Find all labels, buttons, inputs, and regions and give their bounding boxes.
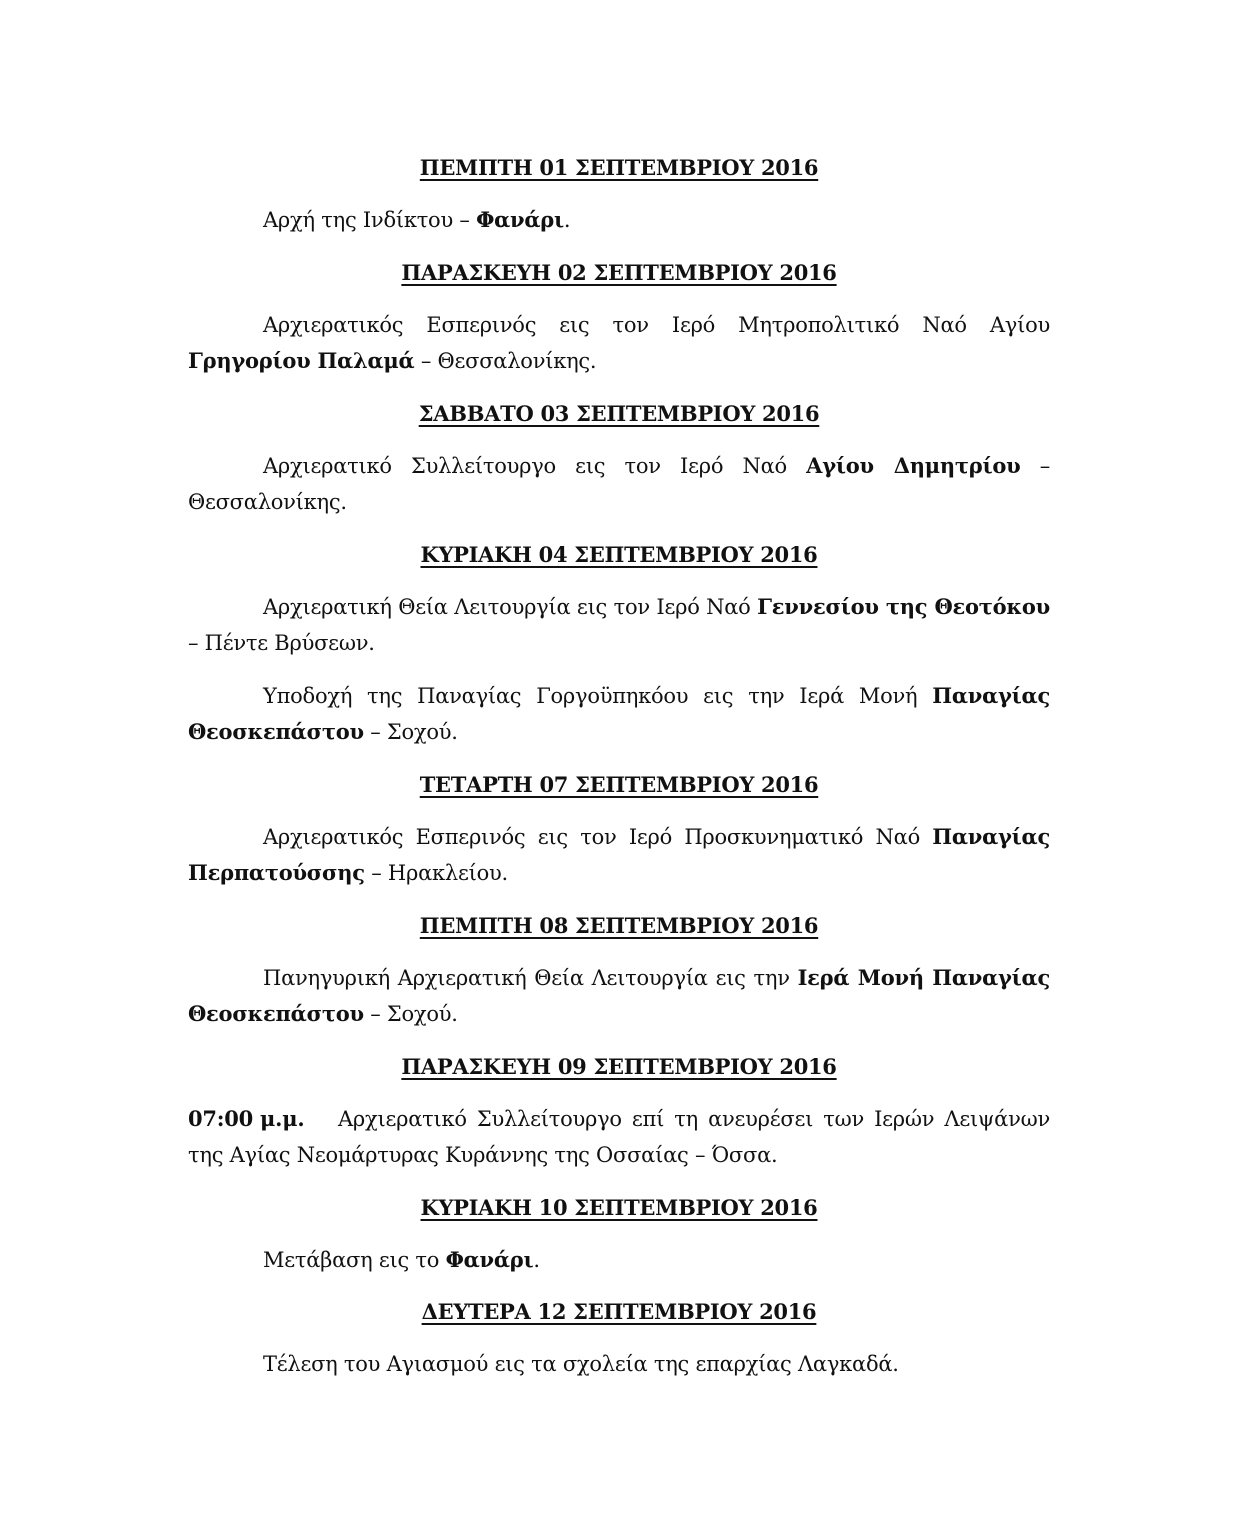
entry-text: Υποδοχή της Παναγίας Γοργοϋπηκόου εις την Ιερά Μονή bbox=[263, 683, 933, 708]
day-heading: ΚΥΡΙΑΚΗ 04 ΣΕΠΤΕΜΒΡΙΟΥ 2016 bbox=[420, 541, 818, 567]
day-section bbox=[188, 1049, 1050, 1174]
entry-text: – Πέντε Βρύσεων. bbox=[188, 631, 375, 655]
schedule-entry bbox=[188, 819, 1050, 892]
day-heading: ΠΑΡΑΣΚΕΥΗ 09 ΣΕΠΤΕΜΒΡΙΟΥ 2016 bbox=[401, 1053, 837, 1079]
day-section bbox=[188, 1294, 1050, 1383]
day-section bbox=[188, 150, 1050, 239]
entry-text: – Σοχού. bbox=[363, 1002, 458, 1026]
entry-text: Αρχιερατικό Συλλείτουργο επί τη ανευρέσει των Ιερών Λειψάνων της Αγίας Νεομάρτυρας Κυράννης της Οσσαίας – Όσσα. bbox=[188, 1106, 1050, 1167]
day-section bbox=[188, 908, 1050, 1033]
entry-text: Αρχή της Ινδίκτου – bbox=[263, 208, 477, 232]
entry-text: Αρχιερατικός Εσπερινός εις τον Ιερό Προσκυνηματικό Ναό bbox=[263, 824, 933, 849]
entry-text: Αρχιερατικός Εσπερινός εις τον Ιερό Μητροπολιτικό Ναό Αγίου bbox=[263, 312, 1050, 337]
entry-text: Αρχιερατικό Συλλείτουργο εις τον Ιερό Ναό bbox=[263, 453, 807, 478]
entry-time: 07:00 μ.μ. bbox=[188, 1105, 305, 1131]
schedule-entry bbox=[188, 307, 1050, 380]
day-section bbox=[188, 767, 1050, 892]
entry-text: Πανηγυρική Αρχιερατική Θεία Λειτουργία εις την bbox=[263, 965, 798, 990]
schedule-entry bbox=[188, 1101, 1050, 1174]
day-section bbox=[188, 537, 1050, 751]
day-heading: ΔΕΥΤΕΡΑ 12 ΣΕΠΤΕΜΒΡΙΟΥ 2016 bbox=[421, 1299, 817, 1324]
entry-text: – Θεσσαλονίκης. bbox=[188, 453, 1050, 514]
entry-text: – Ηρακλείου. bbox=[364, 861, 508, 885]
entry-text: . bbox=[563, 208, 571, 232]
day-heading: ΤΕΤΑΡΤΗ 07 ΣΕΠΤΕΜΒΡΙΟΥ 2016 bbox=[419, 771, 819, 797]
schedule-entry bbox=[188, 1242, 1050, 1279]
schedule-entry bbox=[188, 589, 1050, 662]
day-heading: ΠΕΜΠΤΗ 08 ΣΕΠΤΕΜΒΡΙΟΥ 2016 bbox=[419, 912, 819, 938]
entry-text: – Σοχού. bbox=[363, 720, 458, 744]
day-heading: ΠΕΜΠΤΗ 01 ΣΕΠΤΕΜΒΡΙΟΥ 2016 bbox=[419, 155, 819, 180]
entry-text: – Θεσσαλονίκης. bbox=[414, 349, 597, 373]
entry-place: Ιερά Μονή Παναγίας Θεοσκεπάστου bbox=[188, 964, 1051, 1026]
entry-text: Αρχιερατική Θεία Λειτουργία εις τον Ιερό Ναό bbox=[263, 594, 758, 619]
entry-place: Αγίου Δημητρίου bbox=[806, 452, 1021, 478]
schedule-entry bbox=[188, 448, 1050, 521]
schedule-entry bbox=[188, 1346, 1050, 1383]
day-section bbox=[188, 255, 1050, 380]
entry-place: Γρηγορίου Παλαμά bbox=[188, 348, 415, 373]
day-section bbox=[188, 396, 1050, 521]
entry-place: Παναγίας Θεοσκεπάστου bbox=[188, 682, 1050, 744]
entry-place: Φανάρι bbox=[445, 1246, 534, 1272]
entry-place: Γεννεσίου της Θεοτόκου bbox=[757, 593, 1050, 619]
day-section bbox=[188, 1190, 1050, 1279]
schedule-entry bbox=[188, 960, 1050, 1033]
entry-text: . bbox=[533, 1247, 540, 1272]
schedule-entry bbox=[188, 202, 1050, 239]
day-heading: ΣΑΒΒΑΤΟ 03 ΣΕΠΤΕΜΒΡΙΟΥ 2016 bbox=[418, 400, 820, 426]
entry-text: Μετάβαση εις το bbox=[263, 1247, 446, 1272]
entry-text: Τέλεση του Αγιασμού εις τα σχολεία της επαρχίας Λαγκαδά. bbox=[263, 1352, 899, 1376]
entry-place: Φανάρι bbox=[476, 207, 564, 232]
day-heading: ΚΥΡΙΑΚΗ 10 ΣΕΠΤΕΜΒΡΙΟΥ 2016 bbox=[420, 1194, 818, 1220]
entry-place: Παναγίας Περπατούσσης bbox=[188, 823, 1050, 885]
day-heading: ΠΑΡΑΣΚΕΥΗ 02 ΣΕΠΤΕΜΒΡΙΟΥ 2016 bbox=[401, 259, 837, 285]
schedule-entry bbox=[188, 678, 1050, 751]
